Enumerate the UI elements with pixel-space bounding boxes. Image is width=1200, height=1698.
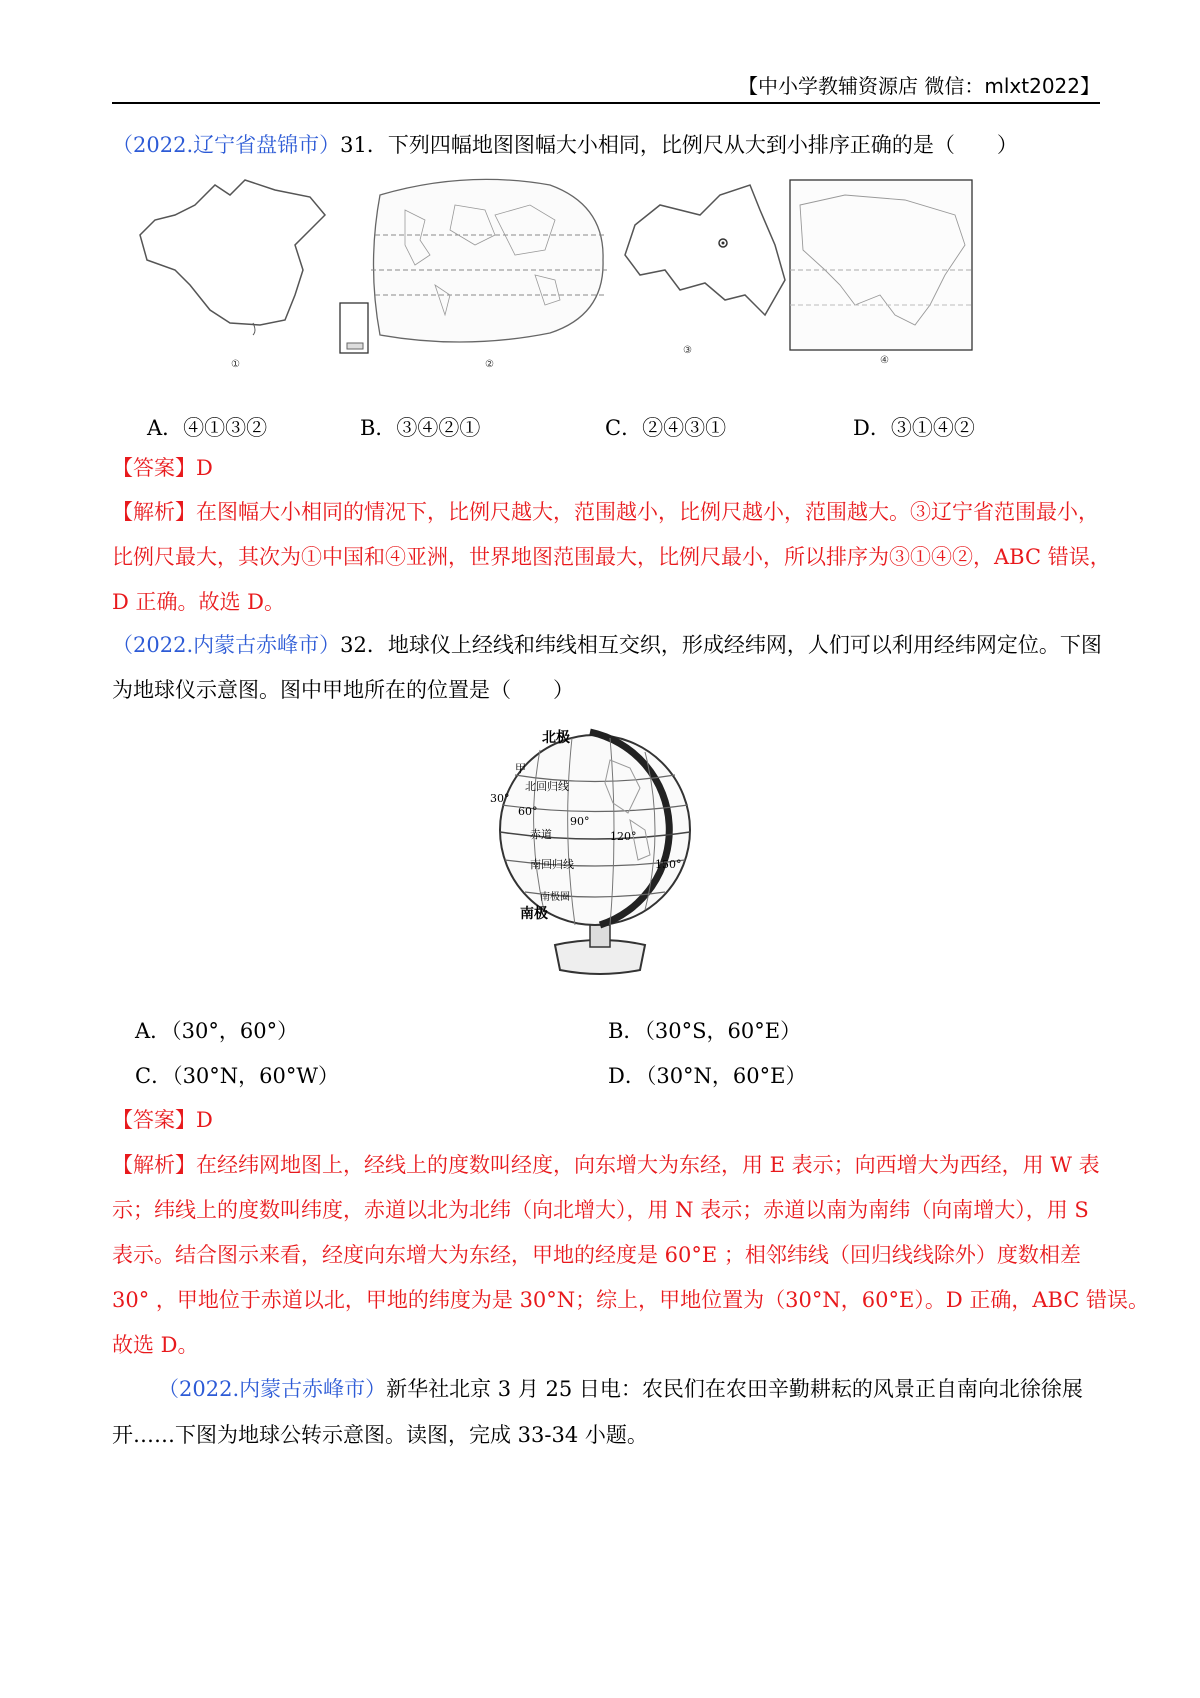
q31-answer-value: D <box>196 456 213 480</box>
q31-stem <box>112 130 1096 160</box>
globe-tropic-north: 北回归线 <box>525 780 569 793</box>
q32-stem-text-1: 32．地球仪上经线和纬线相互交织，形成经纬网，人们可以利用经纬网定位。下图 <box>340 633 1102 657</box>
globe-lon90: 90° <box>570 815 590 828</box>
globe-figure <box>480 720 720 990</box>
header-text: 【中小学教辅资源店 微信：mlxt2022】 <box>738 74 1100 98</box>
globe-lon120: 120° <box>610 830 637 843</box>
map2-label: ② <box>485 359 494 370</box>
q31-option-c: C．②④③① <box>605 416 727 440</box>
q32-analysis-text-1: 在经纬网地图上，经线上的度数叫经度，向东增大为东经，用 E 表示；向西增大为西经，用 W 表 <box>196 1153 1100 1177</box>
map3-label: ③ <box>683 345 692 356</box>
q32-analysis-3: 表示。结合图示来看，经度向东增大为东经，甲地的经度是 60°E ；相邻纬线（回归线线除外）度数相差 <box>112 1243 1081 1267</box>
q32-answer-value: D <box>196 1108 213 1132</box>
q31-analysis-text-1: 在图幅大小相同的情况下，比例尺越大，范围越小，比例尺越小，范围越大。③辽宁省范围最小， <box>196 500 1099 524</box>
globe-equator: 赤道 <box>530 828 552 841</box>
map-asia <box>790 180 972 366</box>
q32-analysis-tag: 【解析】 <box>112 1153 196 1177</box>
q32-source: （2022.内蒙古赤峰市） <box>112 633 341 657</box>
globe-north-pole: 北极 <box>542 730 570 746</box>
globe-lat30: 30° <box>490 792 510 805</box>
globe-antarctic-circle: 南极圈 <box>540 892 570 903</box>
globe-south-pole: 南极 <box>520 906 548 922</box>
q31-analysis-2: 比例尺最大，其次为①中国和④亚洲，世界地图范围最大，比例尺最小，所以排序为③①④②，ABC 错误， <box>112 545 1111 569</box>
map-world <box>371 179 607 370</box>
map-china <box>140 180 368 370</box>
q32-option-a: A．（30°，60°） <box>135 1019 299 1043</box>
q32-analysis-4: 30° ，甲地位于赤道以北，甲地的纬度为是 30°N；综上，甲地位置为（30°N，60°E）。D 正确，ABC 错误。 <box>112 1288 1150 1312</box>
q31-source: （2022.辽宁省盘锦市） <box>112 133 341 157</box>
globe-jia: 甲 <box>515 762 526 775</box>
q33-stem-text-1: 新华社北京 3 月 25 日电：农民们在农田辛勤耕耘的风景正自南向北徐徐展 <box>386 1377 1083 1401</box>
q32-analysis-1 <box>112 1150 1100 1180</box>
q31-stem-text: 31．下列四幅地图图幅大小相同，比例尺从大到小排序正确的是（ ） <box>340 133 1018 157</box>
page-header <box>112 66 1100 104</box>
q32-option-b: B．（30°S，60°E） <box>608 1019 802 1043</box>
q31-answer-tag: 【答案】 <box>112 456 196 480</box>
q33-source: （2022.内蒙古赤峰市） <box>158 1377 387 1401</box>
q32-stem-2: 为地球仪示意图。图中甲地所在的位置是（ ） <box>112 678 574 702</box>
q31-analysis-3: D 正确。故选 D。 <box>112 590 286 614</box>
q32-answer-tag: 【答案】 <box>112 1108 196 1132</box>
map4-label: ④ <box>880 355 889 366</box>
globe-tropic-south: 南回归线 <box>530 858 574 871</box>
q32-analysis-2: 示；纬线上的度数叫纬度，赤道以北为北纬（向北增大），用 N 表示；赤道以南为南纬（向南增大），用 S <box>112 1198 1089 1222</box>
q31-maps-figure <box>135 175 985 370</box>
q32-stem-1 <box>112 630 1102 660</box>
globe-lon150: 150° <box>655 858 682 871</box>
q31-analysis-1 <box>112 497 1099 527</box>
q32-option-d: D．（30°N，60°E） <box>608 1064 807 1088</box>
globe-lon60: 60° <box>518 805 538 818</box>
q31-option-b: B．③④②① <box>360 416 481 440</box>
q32-option-c: C．（30°N，60°W） <box>135 1064 339 1088</box>
q31-option-a: A．④①③② <box>147 416 268 440</box>
map1-label: ① <box>231 359 240 370</box>
q32-answer <box>112 1105 1096 1135</box>
q33-stem-2: 开……下图为地球公转示意图。读图，完成 33-34 小题。 <box>112 1423 648 1447</box>
map-liaoning <box>625 185 785 356</box>
q31-answer <box>112 453 1096 483</box>
q31-option-d: D．③①④② <box>853 416 975 440</box>
q31-analysis-tag: 【解析】 <box>112 500 196 524</box>
q33-stem-1 <box>158 1374 1098 1404</box>
q32-analysis-5: 故选 D。 <box>112 1333 199 1357</box>
